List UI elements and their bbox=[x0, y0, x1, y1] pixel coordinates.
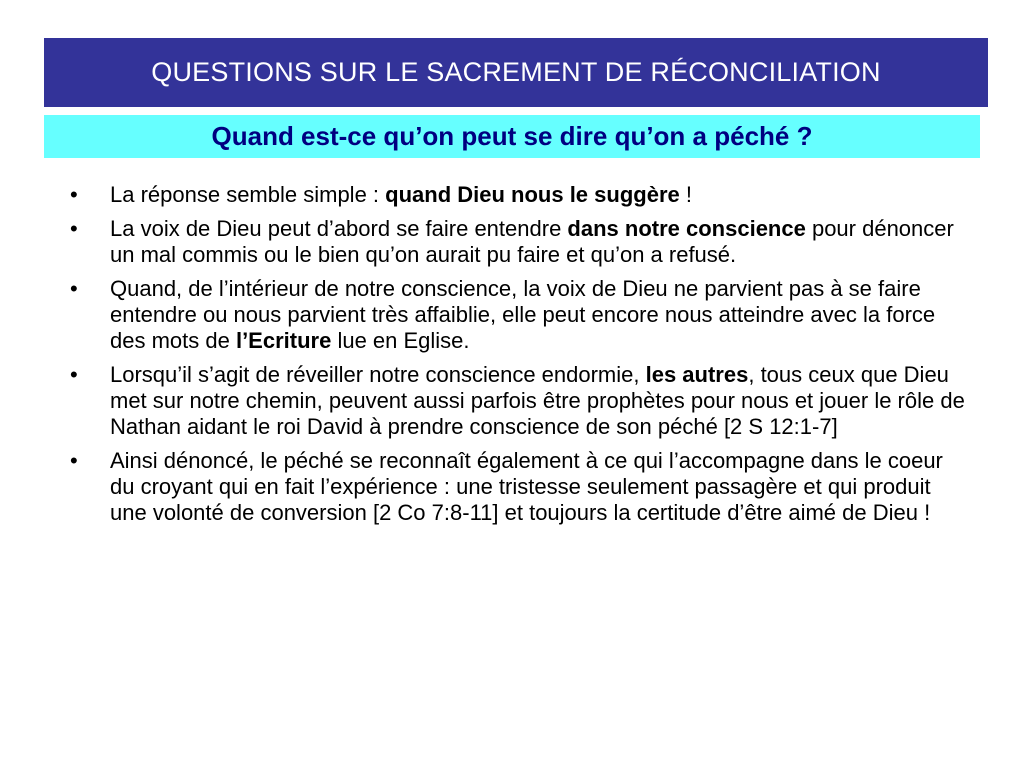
bullet-text: La réponse semble simple : bbox=[110, 182, 386, 207]
bullet-marker: • bbox=[70, 216, 78, 241]
bullet-item bbox=[70, 216, 970, 268]
bullet-item bbox=[70, 448, 970, 526]
bullet-emphasis: l’Ecriture bbox=[235, 328, 332, 353]
bullet-list bbox=[70, 182, 970, 534]
bullet-emphasis: dans notre conscience bbox=[567, 216, 806, 241]
bullet-marker: • bbox=[70, 448, 78, 473]
bullet-text: La voix de Dieu peut d’abord se faire entendre bbox=[110, 216, 568, 241]
bullet-emphasis: quand Dieu nous le suggère bbox=[385, 182, 680, 207]
slide-title: QUESTIONS SUR LE SACREMENT DE RÉCONCILIATION bbox=[151, 57, 881, 87]
bullet-text: Ainsi dénoncé, le péché se reconnaît également à ce qui l’accompagne dans le coeur du croyant qui en fait l’expérience : une tristesse seulement passagère et qui produit une volonté de conversion [2 Co 7:8-11] et toujours la certitude d’être aimé de Dieu ! bbox=[110, 448, 943, 525]
bullet-text: , tous ceux que Dieu met sur notre chemin, peuvent aussi parfois être prophètes pour nous et jouer le rôle de Nathan aidant le roi David à prendre conscience de son péché [2 S 12:1-7] bbox=[110, 362, 965, 439]
bullet-text: pour dénoncer un mal commis ou le bien qu’on aurait pu faire et qu’on a refusé. bbox=[110, 216, 954, 267]
bullet-text: Quand, de l’intérieur de notre conscience, la voix de Dieu ne parvient pas à se faire entendre ou nous parvient très affaiblie, elle peut encore nous atteindre avec la force des mots de bbox=[110, 276, 936, 353]
bullet-text: lue en Eglise. bbox=[331, 328, 470, 353]
slide-subtitle: Quand est-ce qu’on peut se dire qu’on a péché ? bbox=[211, 121, 813, 151]
bullet-emphasis: les autres bbox=[645, 362, 749, 387]
bullet-item bbox=[70, 182, 970, 208]
bullet-item bbox=[70, 362, 970, 440]
bullet-marker: • bbox=[70, 362, 78, 387]
bullet-item bbox=[70, 276, 970, 354]
bullet-marker: • bbox=[70, 276, 78, 301]
bullet-text: Lorsqu’il s’agit de réveiller notre conscience endormie, bbox=[110, 362, 646, 387]
bullet-marker: • bbox=[70, 182, 78, 207]
bullet-text: ! bbox=[679, 182, 692, 207]
subtitle-banner bbox=[44, 115, 980, 158]
title-banner bbox=[44, 38, 988, 107]
